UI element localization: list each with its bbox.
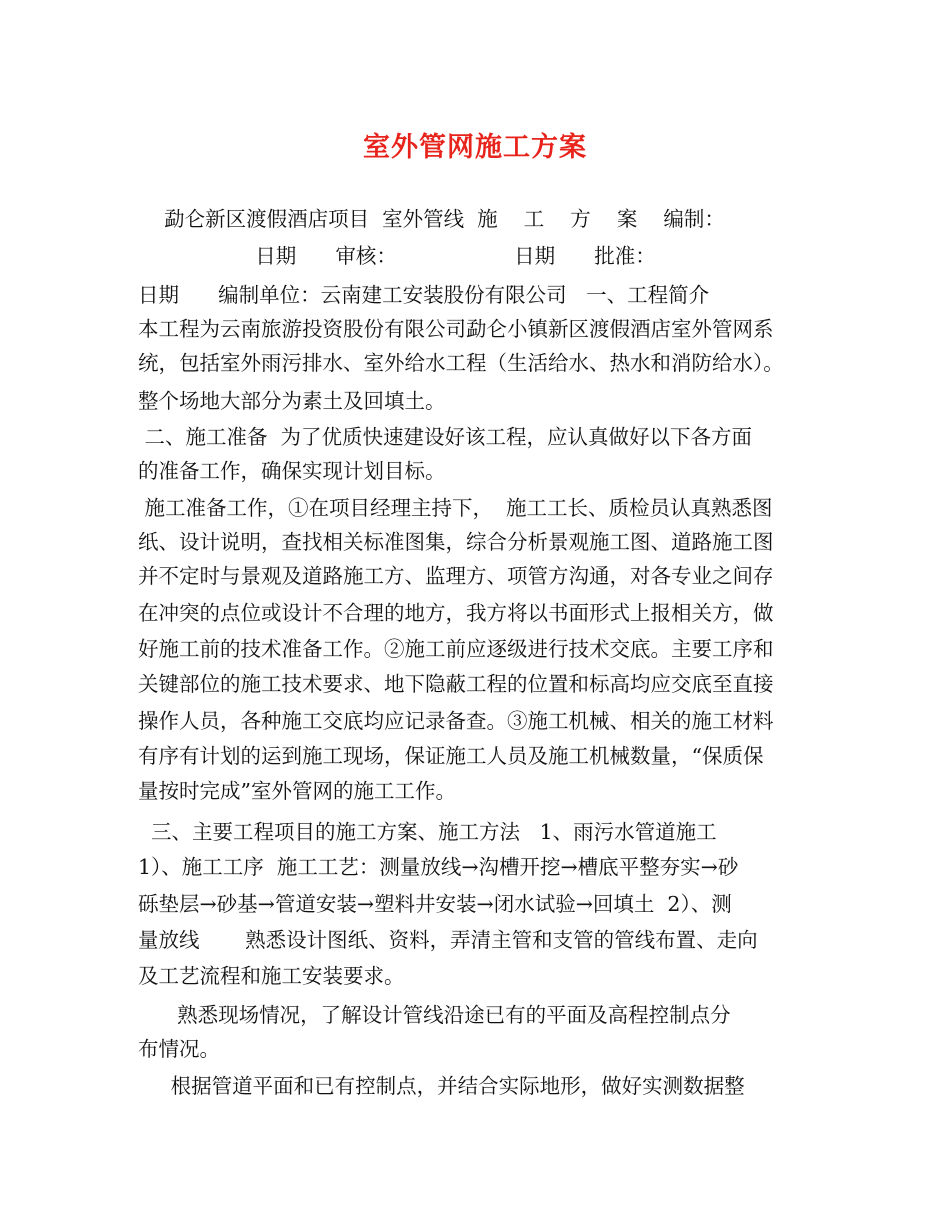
text-line: 在冲突的点位或设计不合理的地方，我方将以书面形式上报相关方，做 — [138, 601, 774, 625]
text-line: 砾垫层→砂基→管道安装→塑料井安装→闭水试验→回填土 2）、测 — [138, 892, 732, 916]
text-line: 布情况。 — [138, 1037, 220, 1061]
text-line: 二、施工准备 为了优质快速建设好该工程，应认真做好以下各方面 — [138, 425, 753, 449]
text-line: 关键部位的施工技术要求、地下隐蔽工程的位置和标高均应交底至直接 — [138, 672, 774, 696]
text-line: 日期 编制单位：云南建工安装股份有限公司 一、工程简介 — [138, 283, 710, 307]
text-line: 日期 审核： 日期 批准： — [138, 244, 656, 268]
text-line: 操作人员，各种施工交底均应记录备查。③施工机械、相关的施工材料 — [138, 709, 774, 733]
text-line: 施工准备工作，①在项目经理主持下， 施工工长、质检员认真熟悉图 — [138, 496, 773, 520]
text-line: 好施工前的技术准备工作。②施工前应逐级进行技术交底。主要工序和 — [138, 637, 774, 661]
text-line: 整个场地大部分为素土及回填土。 — [138, 389, 446, 413]
text-line: 有序有计划的运到施工现场，保证施工人员及施工机械数量，“保质保 — [138, 744, 764, 768]
text-line: 熟悉现场情况，了解设计管线沿途已有的平面及高程控制点分 — [138, 1003, 731, 1027]
document-title: 室外管网施工方案 — [363, 132, 587, 163]
text-line: 1）、施工工序 施工工艺：测量放线→沟槽开挖→槽底平整夯实→砂 — [138, 855, 739, 879]
text-line: 根据管道平面和已有控制点，并结合实际地形，做好实测数据整 — [138, 1074, 745, 1098]
text-line: 本工程为云南旅游投资股份有限公司勐仑小镇新区渡假酒店室外管网系 — [138, 317, 774, 341]
text-line: 量按时完成”室外管网的施工工作。 — [138, 779, 456, 803]
text-line: 勐仑新区渡假酒店项目 室外管线 施 工 方 案 编制： — [138, 207, 725, 231]
text-line: 的准备工作，确保实现计划目标。 — [138, 459, 446, 483]
text-line: 统，包括室外雨污排水、室外给水工程（生活给水、热水和消防给水）。 — [138, 351, 784, 375]
text-line: 三、主要工程项目的施工方案、施工方法 1、雨污水管道施工 — [138, 820, 717, 844]
text-line: 量放线 熟悉设计图纸、资料，弄清主管和支管的管线布置、走向 — [138, 928, 758, 952]
text-line: 及工艺流程和施工安装要求。 — [138, 964, 405, 988]
text-line: 纸、设计说明，查找相关标准图集，综合分析景观施工图、道路施工图 — [138, 530, 774, 554]
text-line: 并不定时与景观及道路施工方、监理方、项管方沟通，对各专业之间存 — [138, 564, 774, 588]
